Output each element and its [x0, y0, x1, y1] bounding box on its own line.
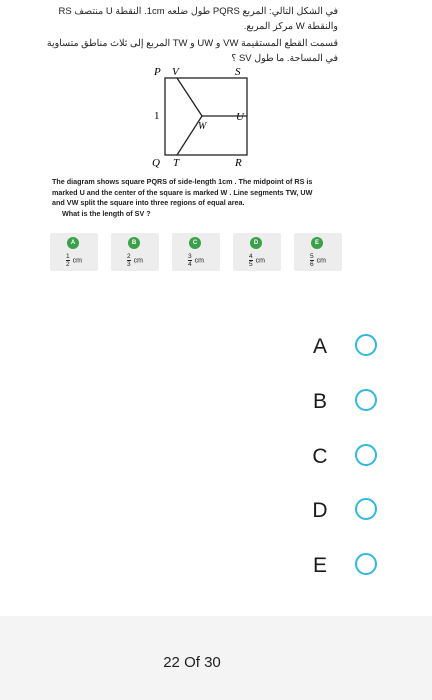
square-diagram — [140, 64, 260, 174]
label-u: U — [236, 111, 244, 123]
label-t: T — [173, 157, 180, 169]
option-badge-b: B — [128, 237, 140, 249]
english-line-1: The diagram shows square PQRS of side-length 1cm . The midpoint of RS is — [52, 177, 313, 186]
answer-row-c[interactable] — [300, 440, 384, 474]
label-v: V — [172, 66, 179, 78]
unit-b: cm — [133, 257, 143, 265]
question-text-arabic-1: في الشكل التالي: المربع PQRS طول ضلعه 1cm. النقطة U منتصف RS والنقطة W مركز المربع. — [58, 6, 338, 32]
label-w: W — [198, 121, 207, 132]
unit-c: cm — [194, 257, 204, 265]
english-line-3: and VW split the square into three regions of equal area. — [52, 198, 245, 207]
unit-a: cm — [72, 257, 82, 265]
label-p: P — [154, 66, 161, 78]
answer-row-a[interactable] — [300, 330, 384, 364]
english-prompt: What is the length of SV ? — [62, 208, 151, 218]
fraction-d: $\frac{4}{5}$ — [249, 253, 253, 268]
answer-radio-e[interactable] — [355, 553, 377, 575]
label-s: S — [235, 66, 241, 78]
answer-label-c: C — [312, 445, 328, 468]
question-text-english — [52, 177, 342, 219]
answer-radio-a[interactable] — [355, 334, 377, 356]
answer-label-e: E — [312, 554, 327, 577]
answer-label-b: B — [312, 390, 327, 413]
answer-row-d[interactable] — [300, 494, 384, 528]
option-badge-a: A — [67, 237, 79, 249]
label-q: Q — [152, 157, 160, 169]
option-badge-d: D — [250, 237, 262, 249]
fraction-e: $\frac{5}{6}$ — [310, 253, 314, 268]
answer-radio-d[interactable] — [355, 498, 377, 520]
option-badge-c: C — [189, 237, 201, 249]
answer-row-e[interactable] — [300, 549, 384, 583]
fraction-a: $\frac{1}{2}$ — [66, 253, 70, 268]
option-badge-e: E — [311, 237, 323, 249]
option-e — [294, 233, 342, 271]
answer-label-a: A — [312, 335, 327, 358]
segment-vw — [177, 78, 202, 116]
answer-row-b[interactable] — [300, 385, 384, 419]
page-counter: 22 Of 30 — [163, 654, 221, 671]
english-line-2: marked U and the center of the square is marked W . Line segments TW, UW — [52, 187, 313, 197]
label-r: R — [235, 157, 242, 169]
option-a — [50, 233, 98, 271]
fraction-b: $\frac{2}{3}$ — [127, 253, 131, 268]
option-c — [172, 233, 220, 271]
unit-d: cm — [255, 257, 265, 265]
unit-e: cm — [316, 257, 326, 265]
option-list — [50, 233, 342, 271]
question-text-arabic-2: قسمت القطع المستقيمة VW و UW و TW المربع إلى ثلاث مناطق متساوية في المساحة. ما طول SV ؟ — [46, 38, 338, 64]
answer-radio-c[interactable] — [355, 444, 377, 466]
fraction-c: $\frac{3}{4}$ — [188, 253, 192, 268]
option-b — [111, 233, 159, 271]
label-1: 1 — [154, 110, 160, 122]
option-d — [233, 233, 281, 271]
answer-radio-b[interactable] — [355, 389, 377, 411]
answer-label-d: D — [312, 499, 328, 522]
